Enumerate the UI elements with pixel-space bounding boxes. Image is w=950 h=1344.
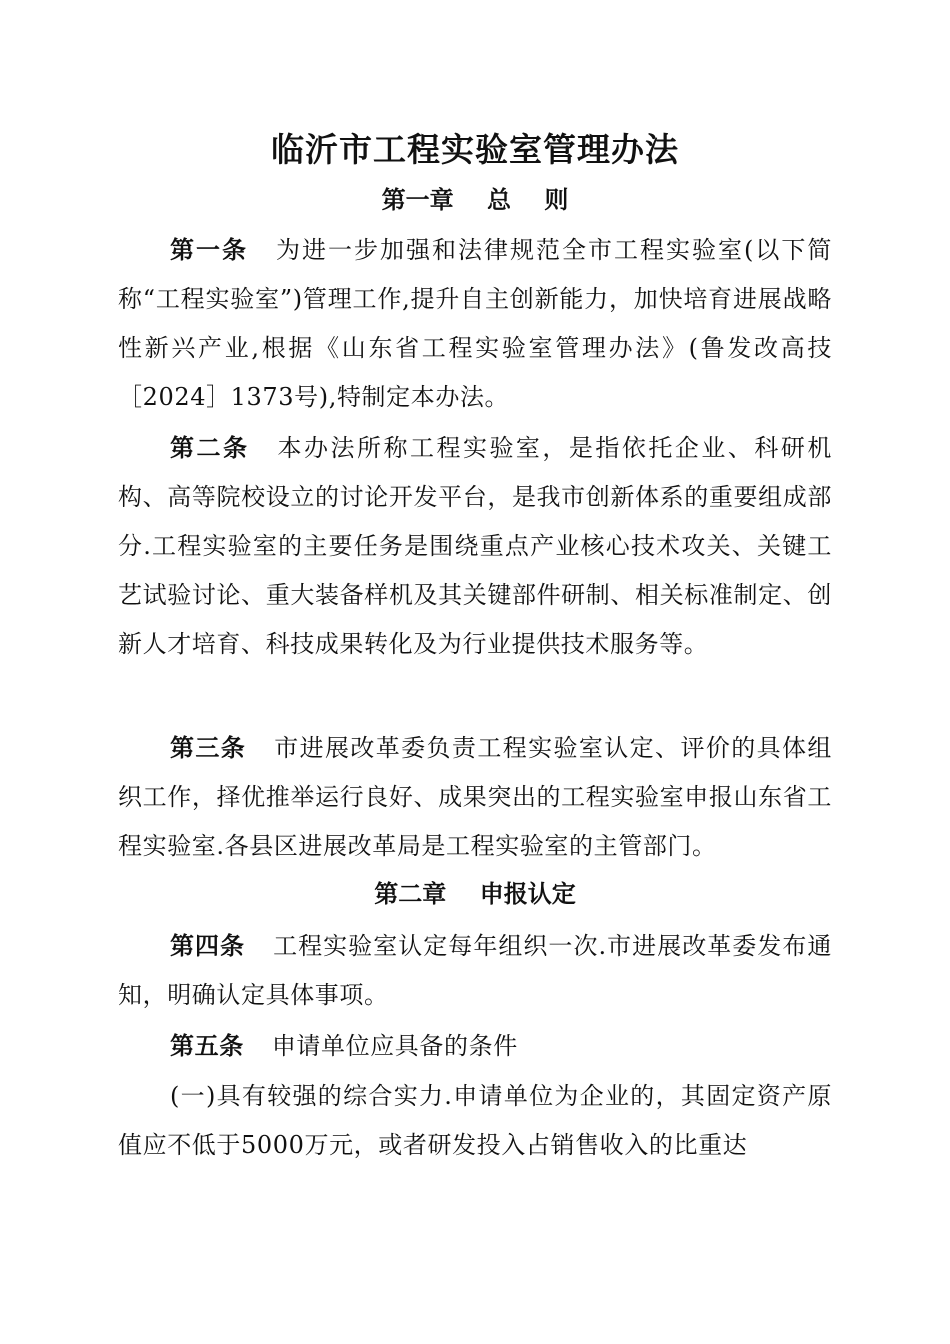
article-text: 申请单位应具备的条件 [271, 1032, 518, 1060]
article-label: 第二条 [170, 434, 250, 462]
list-item-1 [118, 1072, 832, 1170]
chapter-heading-2: 第二章 申报认定 [374, 880, 576, 908]
article-text: 工程实验室认定每年组织一次.市进展改革委发布通知，明确认定具体事项。 [118, 932, 832, 1009]
article-3 [118, 724, 832, 871]
article-text: 本办法所称工程实验室，是指依托企业、科研机构、高等院校设立的讨论开发平台，是我市创新体系的重要组成部分.工程实验室的主要任务是围绕重点产业核心技术攻关、关键工艺试验讨论、重大装备样机及其关键部件研制、相关标准制定、创新人才培育、科技成果转化及为行业提供技术服务等。 [118, 434, 832, 658]
article-5 [118, 1022, 832, 1071]
article-1 [118, 226, 832, 422]
article-4 [118, 922, 832, 1020]
article-label: 第三条 [170, 734, 247, 762]
article-text: 市进展改革委负责工程实验室认定、评价的具体组织工作，择优推举运行良好、成果突出的工程实验室申报山东省工程实验室.各县区进展改革局是工程实验室的主管部门。 [118, 734, 832, 860]
article-2 [118, 424, 832, 669]
article-text: 为进一步加强和法律规范全市工程实验室(以下简称“工程实验室”)管理工作,提升自主创新能力，加快培育进展战略性新兴产业,根据《山东省工程实验室管理办法》(鲁发改高技［2024］1373号),特制定本办法。 [118, 236, 832, 411]
list-item-text: (一)具有较强的综合实力.申请单位为企业的，其固定资产原值应不低于5000万元，或者研发投入占销售收入的比重达 [118, 1082, 832, 1159]
article-label: 第五条 [170, 1032, 244, 1060]
article-label: 第四条 [170, 932, 246, 960]
document-title: 临沂市工程实验室管理办法 [271, 130, 679, 169]
chapter-heading-1: 第一章 总 则 [381, 186, 569, 214]
article-label: 第一条 [170, 236, 249, 264]
